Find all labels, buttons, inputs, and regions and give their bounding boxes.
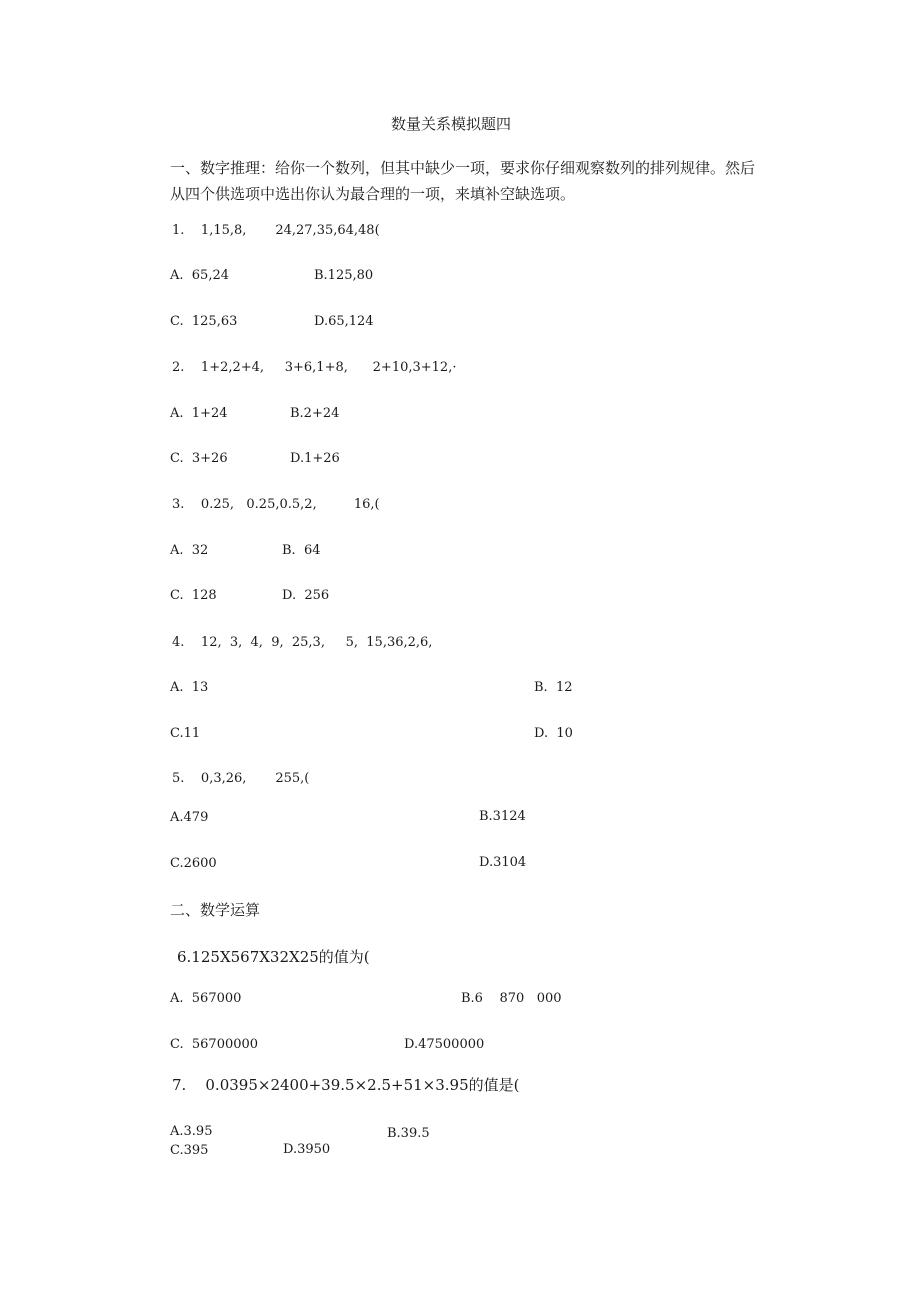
question-1-option-d: D.65,124 [314, 314, 374, 329]
question-1-stem: 1. 1,15,8, 24,27,35,64,48( [172, 223, 380, 238]
question-7-option-d: D.3950 [283, 1142, 331, 1157]
question-7-option-a: A.3.95 [170, 1124, 213, 1139]
question-5-stem: 5. 0,3,26, 255,( [172, 771, 310, 786]
question-1-option-c: C. 125,63 [170, 314, 238, 329]
question-7-option-c: C.395 [170, 1143, 209, 1158]
section1-heading-line1: 一、数字推理：给你一个数列，但其中缺少一项，要求你仔细观察数列的排列规律。然后 [170, 159, 756, 177]
question-2-option-d: D.1+26 [290, 451, 340, 466]
question-4-option-c: C.11 [170, 726, 201, 741]
question-7-option-b: B.39.5 [387, 1126, 430, 1141]
question-5-option-a: A.479 [170, 810, 209, 825]
question-4-option-d: D. 10 [534, 726, 573, 741]
question-2-stem: 2. 1+2,2+4, 3+6,1+8, 2+10,3+12,· [172, 360, 457, 375]
question-3-stem: 3. 0.25, 0.25,0.5,2, 16,( [172, 497, 380, 512]
question-1-option-b: B.125,80 [314, 268, 374, 283]
question-2-option-b: B.2+24 [290, 406, 340, 421]
question-4-option-b: B. 12 [534, 680, 573, 695]
question-3-option-a: A. 32 [170, 543, 209, 558]
question-3-option-b: B. 64 [282, 543, 321, 558]
question-4-stem: 4. 12, 3, 4, 9, 25,3, 5, 15,36,2,6, [172, 635, 433, 650]
question-2-option-a: A. 1+24 [170, 406, 228, 421]
question-3-option-c: C. 128 [170, 588, 217, 603]
question-5-option-b: B.3124 [479, 809, 526, 824]
question-3-option-d: D. 256 [282, 588, 330, 603]
question-6-option-c: C. 56700000 [170, 1037, 259, 1052]
question-5-option-c: C.2600 [170, 856, 217, 871]
question-4-option-a: A. 13 [170, 680, 209, 695]
question-7-stem: 7. 0.0395×2400+39.5×2.5+51×3.95的值是( [172, 1076, 520, 1094]
question-2-option-c: C. 3+26 [170, 451, 228, 466]
question-6-stem: 6.125X567X32X25的值为( [177, 948, 370, 966]
question-6-option-d: D.47500000 [404, 1037, 485, 1052]
question-6-option-b: B.6 870 000 [461, 991, 562, 1006]
section1-heading-line2: 从四个供选项中选出你认为最合理的一项，来填补空缺选项。 [170, 185, 576, 203]
question-5-option-d: D.3104 [479, 855, 527, 870]
question-1-option-a: A. 65,24 [170, 268, 230, 283]
section2-heading: 二、数学运算 [170, 901, 261, 919]
question-6-option-a: A. 567000 [170, 991, 242, 1006]
page-title: 数量关系模拟题四 [391, 115, 512, 133]
